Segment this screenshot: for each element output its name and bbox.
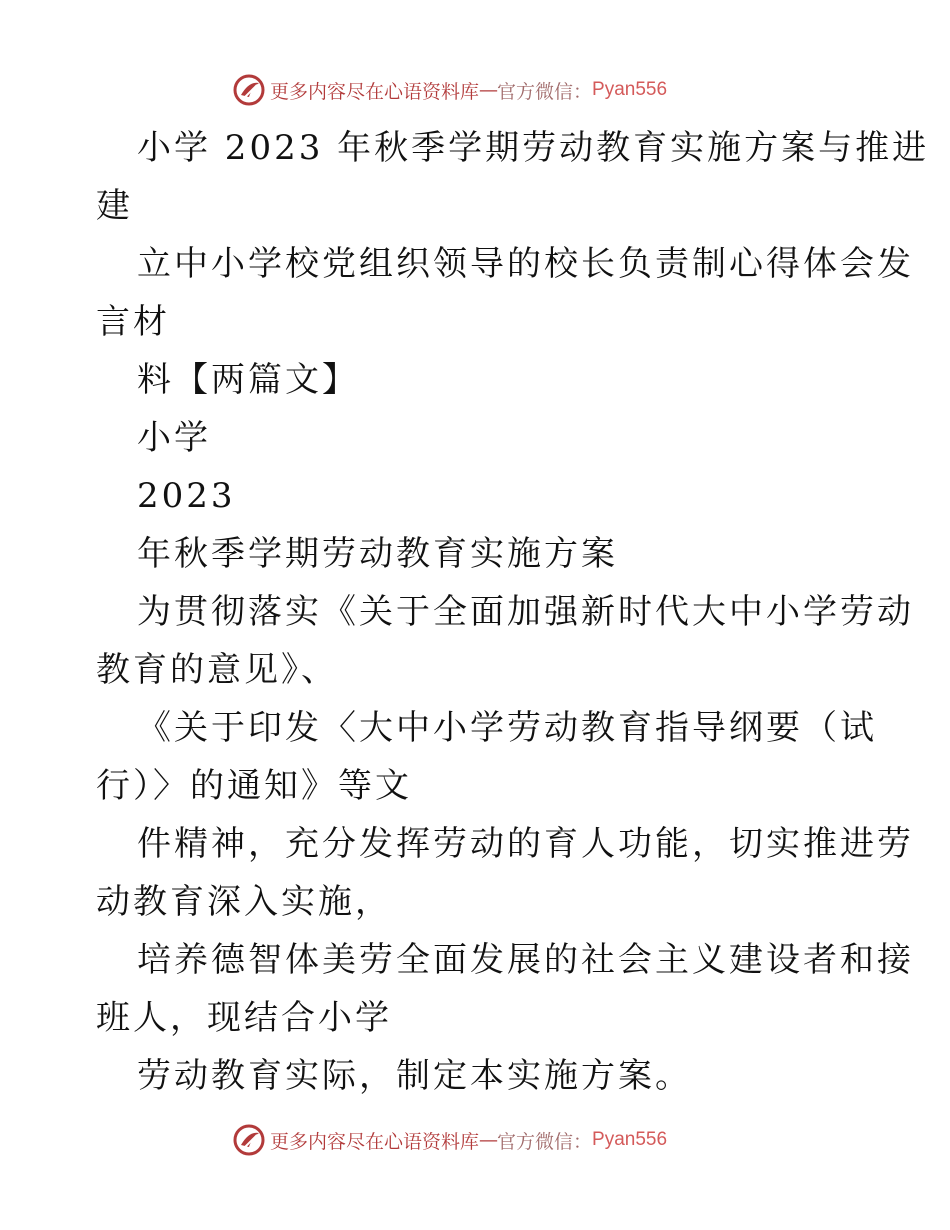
wechat-id: Pyan556	[592, 1129, 668, 1150]
wechat-label: 官方微信：	[497, 80, 593, 103]
watermark-footer	[0, 1120, 950, 1160]
title-line: 料【两篇文】	[137, 360, 359, 400]
brand-logo-icon	[232, 73, 266, 107]
brand-logo-icon	[232, 1123, 266, 1157]
paragraph-line: 培养德智体美劳全面发展的社会主义建设者和接	[137, 940, 914, 980]
paragraph-line: 动教育深入实施，	[96, 882, 392, 922]
watermark-text: 更多内容尽在心语资料库	[270, 80, 480, 103]
wechat-id: Pyan556	[592, 79, 668, 100]
paragraph-line: 为贯彻落实《关于全面加强新时代大中小学劳动	[137, 592, 914, 632]
paragraph-line: 行）〉的通知》等文	[96, 766, 412, 806]
paragraph-line: 件精神，充分发挥劳动的育人功能，切实推进劳	[137, 824, 914, 864]
section-heading-line: 2023	[137, 476, 236, 516]
watermark-separator: —	[479, 1129, 498, 1151]
watermark-text: 更多内容尽在心语资料库	[270, 1130, 480, 1153]
title-line: 小学 2023 年秋季学期劳动教育实施方案与推进	[137, 128, 930, 168]
paragraph-line: 劳动教育实际，制定本实施方案。	[137, 1056, 692, 1096]
paragraph-line: 教育的意见》、	[96, 650, 338, 690]
paragraph-line: 《关于印发〈大中小学劳动教育指导纲要（试	[137, 708, 877, 748]
title-line: 建	[96, 186, 133, 226]
wechat-label: 官方微信：	[497, 1130, 593, 1153]
watermark-header	[0, 70, 950, 110]
section-heading-line: 小学	[137, 418, 211, 458]
watermark-separator: —	[479, 79, 498, 101]
section-heading-line: 年秋季学期劳动教育实施方案	[137, 534, 618, 574]
title-line: 立中小学校党组织领导的校长负责制心得体会发	[137, 244, 914, 284]
title-line: 言材	[96, 302, 170, 342]
paragraph-line: 班人，现结合小学	[96, 998, 392, 1038]
